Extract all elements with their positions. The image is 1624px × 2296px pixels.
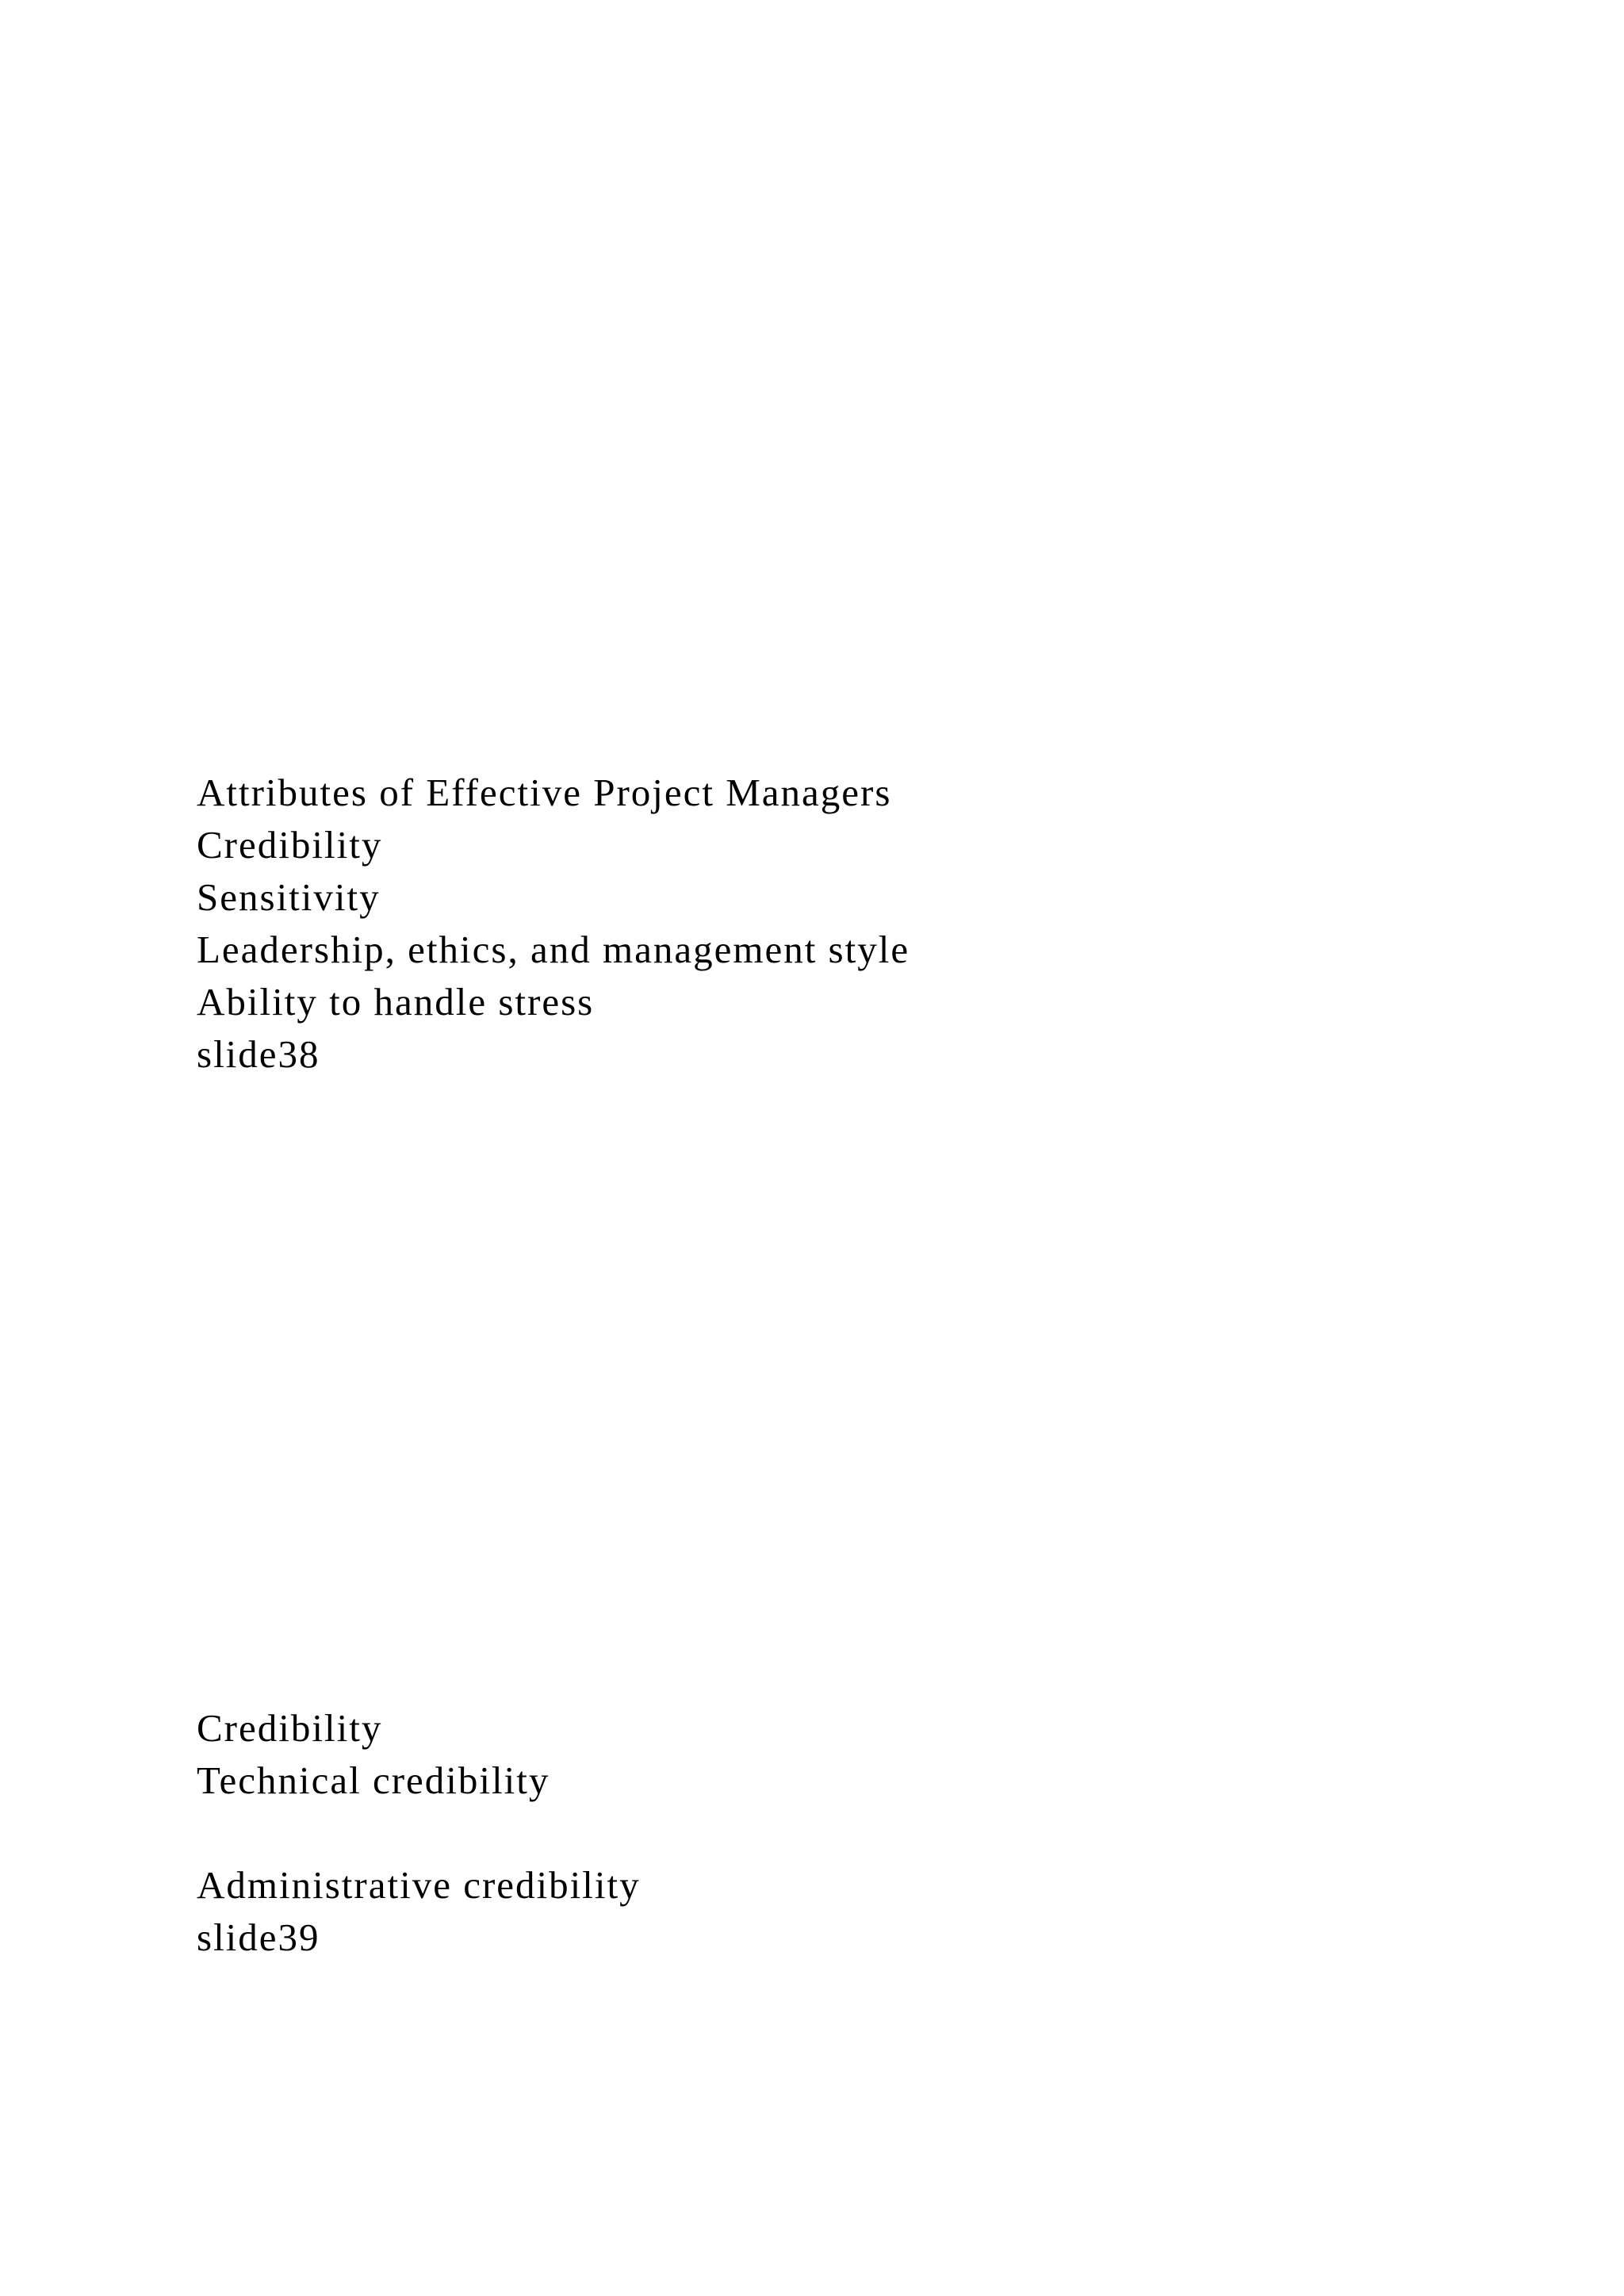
- list-item: Technical credibility: [197, 1758, 550, 1802]
- list-item: Ability to handle stress: [197, 980, 595, 1024]
- list-item: Credibility: [197, 823, 383, 867]
- blank-line: [197, 1807, 641, 1859]
- list-item: Leadership, ethics, and management style: [197, 928, 910, 971]
- list-item: Sensitivity: [197, 875, 381, 919]
- slide-label: slide39: [197, 1915, 320, 1959]
- section-title: Attributes of Effective Project Managers: [197, 771, 892, 814]
- slide38-section: [197, 767, 910, 1081]
- slide-label: slide38: [197, 1032, 320, 1076]
- list-item: Administrative credibility: [197, 1863, 641, 1907]
- slide39-section: [197, 1702, 641, 1964]
- section-title: Credibility: [197, 1706, 383, 1750]
